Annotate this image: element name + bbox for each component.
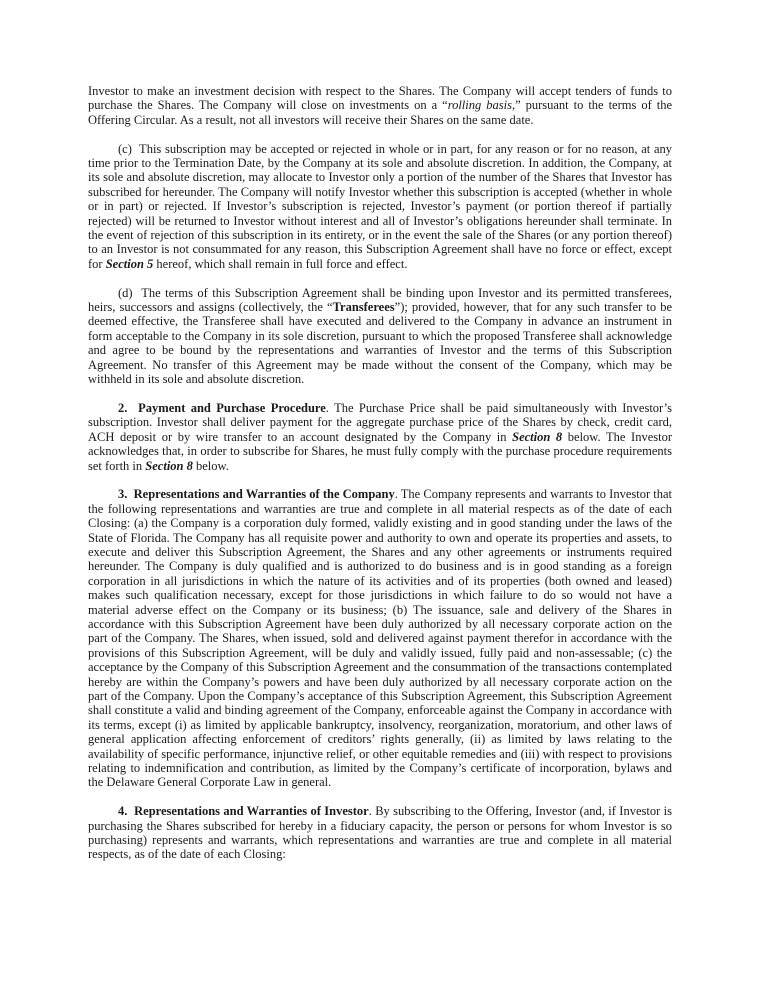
text-run: 3. Representations and Warranties of the Company [118,487,395,502]
text-run: Section 8 [145,458,193,473]
text-run: hereof, which shall remain in full force and effect. [153,256,408,271]
paragraph-clause-d [88,286,672,387]
paragraph-clause-c [88,142,672,272]
text-run: below. The Investor acknowledges that, in order to subscribe for Shares, he must fully comply with the purchase procedure requirements set forth in [88,429,672,473]
text-run: . By subscribing to the Offering, Investor (and, if Investor is purchasing the Shares subscribed for hereby in a fiduciary capacity, the person or persons for whom Investor is so purchasing) represents and warrants, which representations and warranties are true and complete in all material respects, as of the date of each Closing: [88,804,672,862]
text-run: below. [192,458,229,473]
text-run: 2. Payment and Purchase Procedure [118,400,326,415]
text-run: ”); provided, however, that for any such transfer to be deemed effective, the Transferee shall have executed and delivered to the Company in advance an instrument in form acceptable to the Company in its sole discretion, pursuant to which the proposed Transferee shall acknowledge and agree to be bound by the representations and warranties of Investor and the terms of this Subscription Agreement. No transfer of this Agreement may be made without the consent of the Company, which may be withheld in its sole and absolute discretion. [88,300,672,387]
text-run: (c) This subscription may be accepted or rejected in whole or in part, for any reason or for no reason, at any time prior to the Termination Date, by the Company at its sole and absolute discretion. In addition, the Company, at its sole and absolute discretion, may allocate to Investor only a portion of the number of the Shares that Investor has subscribed for hereunder. The Company will notify Investor whether this subscription is accepted (whether in whole or in part) or rejected. If Investor’s subscription is rejected, Investor’s payment (or portion thereof if partially rejected) will be returned to Investor without interest and all of Investor’s obligations hereunder shall terminate. In the event of rejection of this subscription in its entirety, or in the event the sale of the Shares (or any portion thereof) to an Investor is not consummated for any reason, this Subscription Agreement shall have no force or effect, except for [88,141,672,271]
text-run: Section 8 [512,429,563,444]
text-run: Section 5 [105,256,154,271]
paragraph-section-3-representations-warranties-company [88,487,672,790]
text-run: 4. Representations and Warranties of Investor [118,804,369,819]
text-run: . The Purchase Price shall be paid simultaneously with Investor’s subscription. Investor shall deliver payment for the aggregate purchase price of the Shares by check, credit card, ACH deposit or by wire transfer to an account designated by the Company in [88,400,672,444]
text-run: . The Company represents and warrants to Investor that the following representations and warranties are true and complete in all material respects as of the date of each Closing: (a) the Company is a corporation duly formed, validly existing and in good standing under the laws of the State of Florida. The Company has all requisite power and authority to own and operate its properties and assets, to execute and deliver this Subscription Agreement, the Shares and any other agreements or instruments required hereunder. The Company is duly qualified and is authorized to do business and is in good standing as a foreign corporation in all jurisdictions in which the nature of its activities and of its properties (both owned and leased) makes such qualification necessary, except for those jurisdictions in which failure to do so would not have a material adverse effect on the Company or its business; (b) The issuance, sale and delivery of the Shares in accordance with this Subscription Agreement have been duly authorized by all necessary corporate action on the part of the Company. The Shares, when issued, sold and delivered against payment therefor in accordance with the provisions of this Subscription Agreement, will be duly and validly issued, fully paid and non-assessable; (c) the acceptance by the Company of this Subscription Agreement and the consummation of the transactions contemplated hereby are within the Company’s powers and have been duly authorized by all necessary corporate action on the part of the Company. Upon the Company’s acceptance of this Subscription Agreement, this Subscription Agreement shall constitute a valid and binding agreement of the Company, enforceable against the Company in accordance with its terms, except (i) as limited by applicable bankruptcy, insolvency, reorganization, moratorium, and other laws of general application affecting enforcement of creditors’ rights generally, (ii) as limited by laws relating to the availability of specific performance, injunctive relief, or other equitable remedies and (iii) with respect to provisions relating to indemnification and contribution, as limited by the Company’s certificate of incorporation, bylaws and the Delaware General Corporate Law in general. [88,487,672,790]
text-run: Investor to make an investment decision with respect to the Shares. The Company will accept tenders of funds to purchase the Shares. The Company will close on investments on a “ [88,84,672,113]
paragraph-section-4-representations-warranties-investor [88,804,672,862]
text-run: rolling basis [447,98,512,113]
text-run: Transferees [332,300,395,315]
paragraph-section-2-payment-and-purchase-procedure [88,401,672,473]
text-run: ,” pursuant to the terms of the Offering Circular. As a result, not all investors will receive their Shares on the same date. [88,98,673,127]
text-run: (d) The terms of this Subscription Agreement shall be binding upon Investor and its permitted transferees, heirs, successors and assigns (collectively, the “ [88,285,672,315]
paragraph-continuation [88,84,672,127]
